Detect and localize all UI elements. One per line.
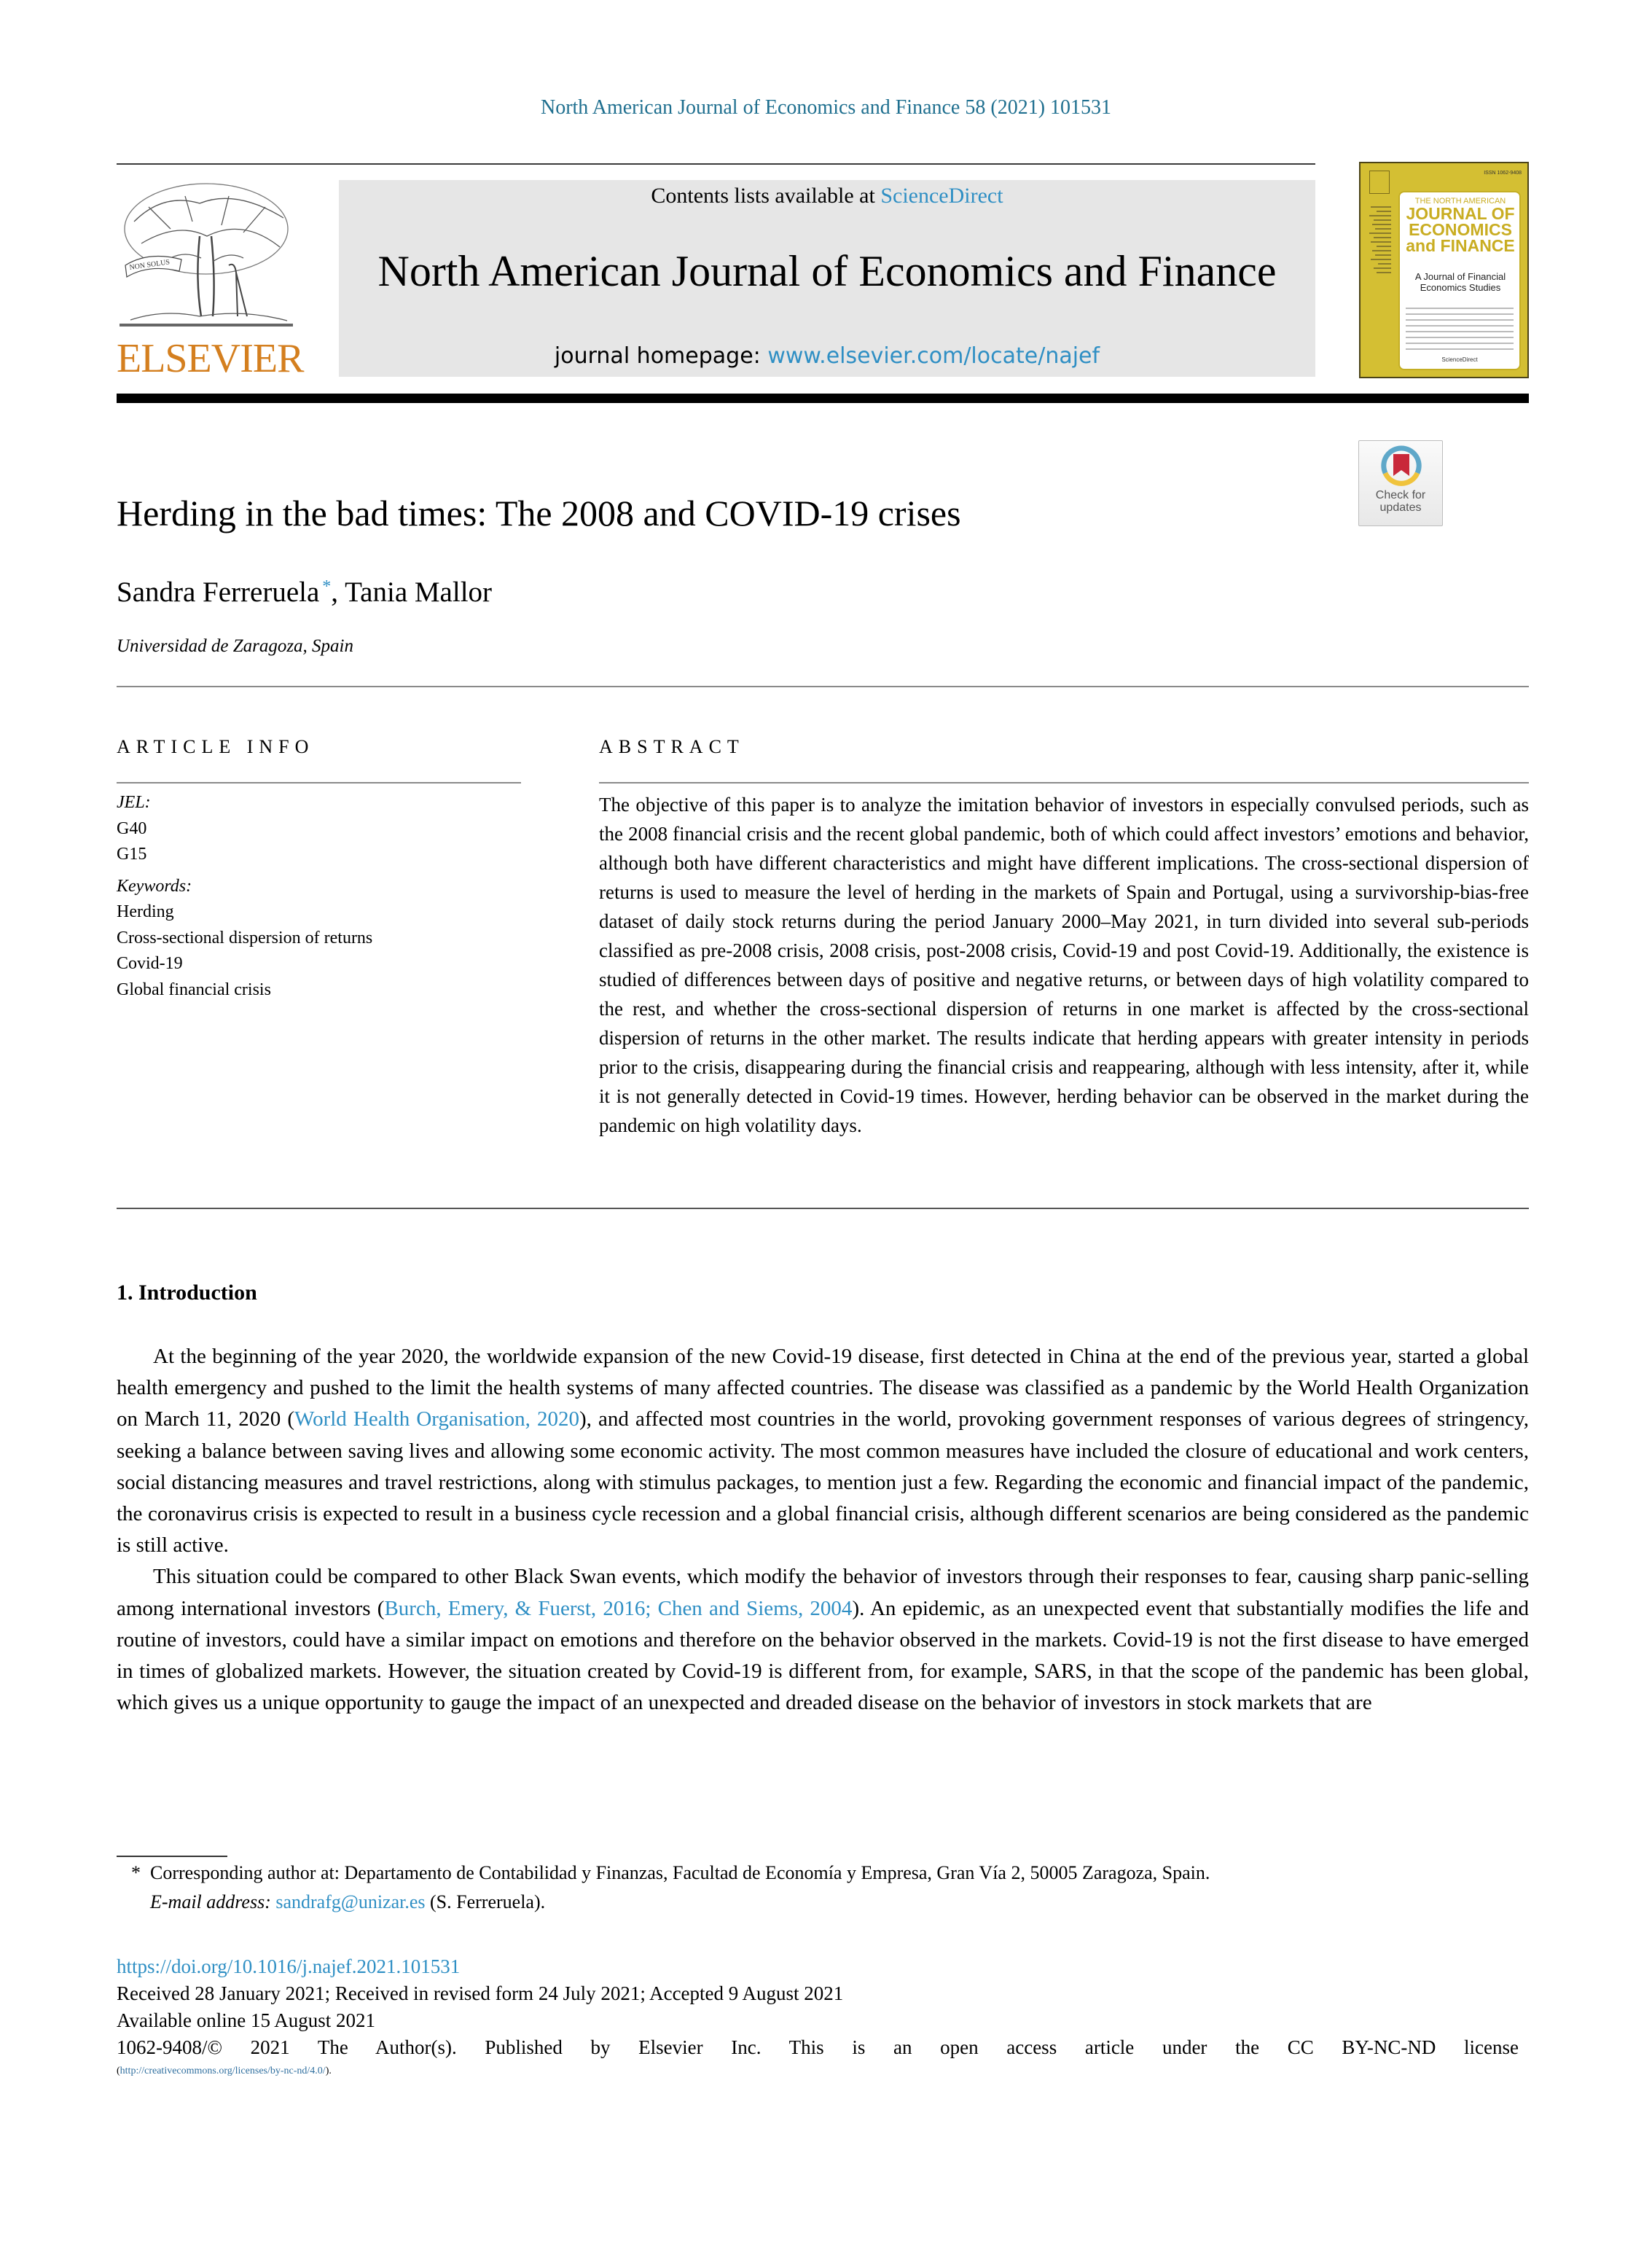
doi-link[interactable]: https://doi.org/10.1016/j.najef.2021.101531 [117,1955,461,1977]
bookmark-ring-icon [1381,445,1422,486]
footnote-mark: * [131,1862,141,1883]
author-name[interactable]: Tania Mallor [345,577,493,608]
journal-homepage-link[interactable]: www.elsevier.com/locate/najef [767,343,1100,369]
cover-editor-list [1365,203,1391,276]
abstract-heading: ABSTRACT [599,736,745,757]
journal-header-box [339,180,1315,377]
email-link[interactable]: sandrafg@unizar.es [275,1891,426,1912]
article-info-panel [117,790,521,1003]
text-run: ), and affected most countries in the world, provoking government responses of various degrees of stringency, seeking a balance between saving lives and allowing some economic activity. The most common measures have included the closure of educational and work centers, social distancing measures and travel restrictions, along with stimulus packages, to mention just a few. Regarding the economic and financial impact of the pandemic, the coronavirus crisis is expected to result in a business cycle recession and a global financial crisis, although different scenarios are being considered as the pandemic is still active. [117,1407,1529,1558]
abstract-text: The objective of this paper is to analyze the imitation behavior of investors in especially convulsed periods, such as the 2008 financial crisis and the recent global pandemic, both of which could affect investors’ emotions and behavior, although both have different characteristics and might have different implications. The cross-sectional dispersion of returns is used to measure the level of herding in the markets of Spain and Portugal, using a survivorship-bias-free dataset of daily stock returns during the period January 2000–May 2021, in turn divided into several sub-periods classified as pre-2008 crisis, 2008 crisis, post-2008 crisis, Covid-19 and post Covid-19. Additionally, the existence is studied of differences between days of positive and negative returns, or between days of high volatility compared to the rest, and whether the cross-sectional dispersion of returns in one market is affected by the cross-sectional dispersion of returns in the other market. The results indicate that herding appears with greater intensity in periods prior to the crisis, disappearing during the financial crisis and reappearing, although with less intensity, after it, while it is not generally detected in Covid-19 times. However, herding behavior can be observed in the market during the pandemic on high volatility days. [599,794,1529,1136]
cover-title-line2: JOURNAL OF ECONOMICS and FINANCE [1406,204,1515,255]
abstract-bottom-rule [117,1208,1529,1209]
jel-label: JEL: [117,793,151,812]
keyword: Covid-19 [117,954,183,973]
cover-subtitle: A Journal of Financial Economics Studies [1414,271,1506,293]
cover-panel [1398,191,1521,370]
introduction-body [117,1341,1529,1719]
email-suffix: (S. Ferreruela). [425,1891,546,1912]
cc-license-link[interactable]: http://creativecommons.org/licenses/by-nc-nd/4.0/ [120,2066,326,2076]
elsevier-logo[interactable] [117,178,304,381]
journal-cover-image[interactable] [1359,162,1529,378]
keyword: Herding [117,902,174,921]
email-label: E-mail address: [150,1891,271,1912]
cover-title-line1: THE NORTH AMERICAN [1414,197,1506,206]
contents-line [339,181,1315,211]
section-heading-introduction: 1. Introduction [117,1281,257,1305]
paren-open: ( [117,2066,120,2076]
license-statement: 1062-9408/© 2021 The Author(s). Published by Elsevier Inc. This is an open access article under the CC BY-NC-ND license [117,2036,1519,2058]
check-for-updates-label: Check for updates [1375,489,1426,514]
footnote-address: Corresponding author at: Departamento de Contabilidad y Finanzas, Facultad de Economía y Empresa, Gran Vía 2, 50005 Zaragoza, Spain. [150,1862,1210,1883]
article-metadata [117,1953,1519,2080]
received-dates: Received 28 January 2021; Received in revised form 24 July 2021; Accepted 9 August 2021 [117,1982,844,2004]
homepage-prefix: journal homepage: [554,343,768,369]
paren-close: ). [325,2066,332,2076]
keywords-label: Keywords: [117,876,192,896]
affiliation: Universidad de Zaragoza, Spain [117,636,353,656]
text-run: This situation could be compared to other Black Swan events, which modify the behavior of investors through their responses to fear, causing sharp panic-selling among international investors ( [117,1565,1529,1620]
cover-contents-list [1406,303,1514,354]
jel-code: G15 [117,845,147,864]
jel-code: G40 [117,818,147,838]
homepage-line [339,342,1315,371]
contents-prefix: Contents lists available at [651,184,881,208]
abstract-rule [599,782,1529,783]
cover-issn: ISSN 1062-9408 [1484,171,1522,176]
author-separator: , [331,577,345,608]
footnote-corresponding [131,1859,1516,1888]
cover-sciencedirect: ScienceDirect [1441,356,1478,363]
cover-elsevier-logo [1369,171,1390,194]
available-online: Available online 15 August 2021 [117,2009,375,2031]
sciencedirect-link[interactable]: ScienceDirect [880,184,1003,208]
footnote-rule [117,1856,227,1857]
journal-title: North American Journal of Economics and Finance [377,247,1277,295]
corresponding-author-mark[interactable]: * [322,577,332,596]
citation-link[interactable]: Burch, Emery, & Fuerst, 2016; Chen and Siems, 2004 [384,1596,853,1620]
keyword: Cross-sectional dispersion of returns [117,928,373,947]
text-run: At the beginning of the year 2020, the worldwide expansion of the new Covid-19 disease, first detected in China at the end of the previous year, started a global health emergency and pushed to the limit the health systems of many affected countries. The disease was classified as a pandemic by the World Health Organization on March 11, 2020 ( [117,1345,1529,1431]
footnote-email-line [131,1888,1516,1917]
journal-citation[interactable]: North American Journal of Economics and Finance 58 (2021) 101531 [540,96,1112,119]
check-for-updates-button[interactable] [1358,440,1443,526]
article-title: Herding in the bad times: The 2008 and COVID-19 crises [117,493,961,534]
article-info-rule [117,782,521,783]
text-run: ). An epidemic, as an unexpected event that substantially modifies the life and routine of investors, could have a similar impact on emotions and therefore on the behavior observed in the markets. Covid-19 is not the first disease to have emerged in times of globalized markets. However, the situation created by Covid-19 is different from, for example, SARS, in that the scope of the pandemic has been global, which gives us a unique opportunity to gauge the impact of an unexpected and dreaded disease on the behavior of investors in stock markets that are [117,1596,1529,1715]
author-list [117,574,492,611]
svg-text:NON SOLUS: NON SOLUS [128,258,171,272]
article-info-heading: ARTICLE INFO [117,736,315,757]
author-name[interactable]: Sandra Ferreruela [117,577,320,608]
paragraph [117,1341,1529,1561]
paragraph [117,1561,1529,1719]
header-top-rule [117,163,1315,165]
citation-link[interactable]: World Health Organisation, 2020 [294,1407,579,1431]
header-divider [117,394,1529,403]
title-divider [117,686,1529,687]
elsevier-wordmark: ELSEVIER [117,336,304,381]
tree-icon [120,178,293,331]
keyword: Global financial crisis [117,980,271,999]
cc-license-line [117,2063,1519,2080]
non-solus-banner [125,257,181,278]
footnote [131,1859,1516,1917]
